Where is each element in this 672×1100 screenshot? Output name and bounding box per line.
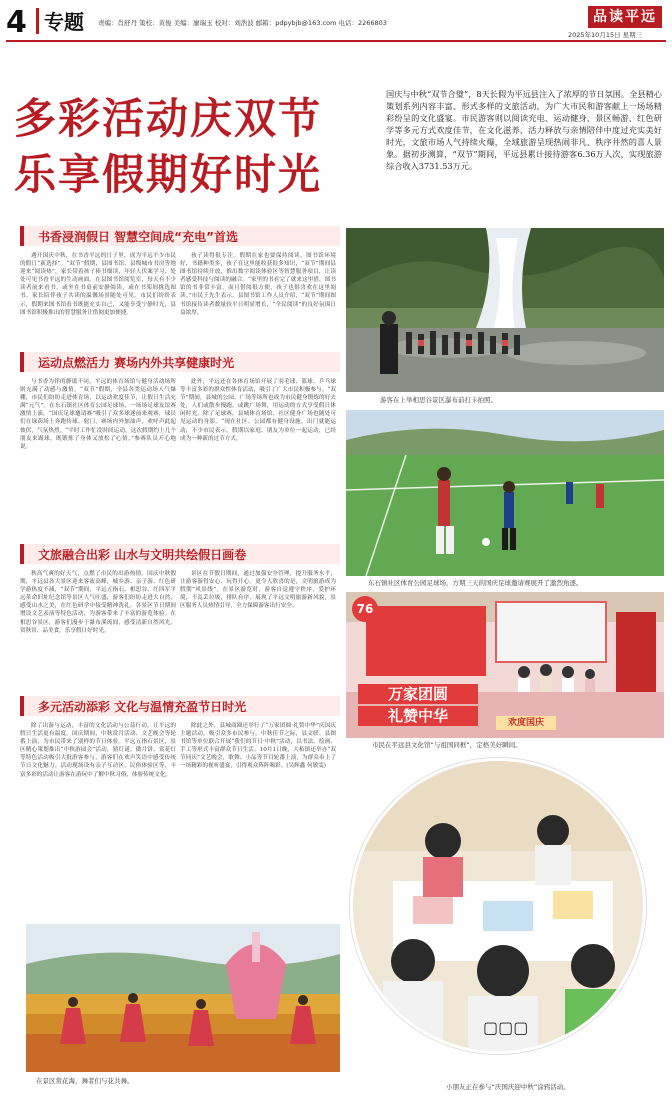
- brand-logo: 品读平远: [588, 6, 662, 28]
- section-heading: [20, 544, 340, 564]
- section-name: 专题: [44, 10, 84, 34]
- page-number: 4: [6, 5, 27, 40]
- intro-paragraph: 国庆与中秋“双节合璧”，8天长假为平远县注入了浓厚的节日氛围。全县精心策划系列内容丰富、形式多样的文旅活动，为广大市民和游客献上一场场精彩纷呈的文化盛宴。市民游客则以阅读充电、运动健身、景区畅游、红色研学等多元方式欢度佳节，在文化滋养、活力释放与亲情陪伴中度过充实美好时光，文旅市场人气持续火爆，全域旅游呈现热闹非凡、秩序井然的喜人景象。据初步测算，“双节”期间，平远县累计接待游客6.36万人次，实现旅游综合收入3731.53万元。: [386, 89, 662, 171]
- kids-painting-photo: [350, 758, 646, 1054]
- staff-credits: 责编：肖舒丹 策校：黄俊 美编：廖瑞玉 校对：刘浩波 邮箱：pdpybjb@163.com 电话：2266803: [98, 19, 387, 27]
- section-heading-text: 书香浸润假日 智慧空间成“充电”首选: [38, 230, 238, 244]
- soccer-photo: [346, 410, 664, 576]
- festival-tag: 欢度国庆: [496, 716, 556, 730]
- section-heading: [20, 352, 340, 372]
- header-divider: [36, 8, 39, 34]
- photo-caption: 小朋友正在参与“庆国庆迎中秋”涂鸦活动。: [446, 1083, 570, 1091]
- section-heading-text: 多元活动添彩 文化与温情充盈节日时光: [38, 700, 247, 714]
- photo-caption: 游客在上举相思谷景区瀑布前打卡拍照。: [380, 396, 497, 404]
- section-body: 与书香为伴的静谧不同，平远的体育场馆与健身活动场所则充满了动感与激情。“双节”假期，全县各类运动场人气爆棚，市民们纷纷走进体育场，以运动欢度佳节，让假日生活充满“元气”。在东石镇社区体育公园足球场，一场场足球友谊赛激情上演，“国庆足球邀请赛”吸引了众多球迷前来观赛，球员们在绿茵场上奔跑传球、射门，赛场内外加油声、欢呼声此起彼伏，气氛热烈。“平时工作忙没时间运动，这次假期约上几个朋友来踢球，既锻炼了身体又放松了心情。”参赛队员开心地说。: [20, 379, 176, 450]
- svg-text:▢▢▢: ▢▢▢: [483, 1018, 529, 1037]
- headline-line-1: 多彩活动庆双节: [14, 94, 323, 143]
- issue-date: 2025年10月15日 星期三: [568, 31, 643, 39]
- section-heading-text: 文旅融合出彩 山水与文明共绘假日画卷: [38, 548, 247, 562]
- photo-caption: 在景区赏花海，舞者们与花共舞。: [36, 1077, 134, 1085]
- banner-line-1: 万家团圆: [358, 684, 478, 704]
- headline-line-2: 乐享假期好时光: [14, 150, 323, 199]
- waterfall-photo: [346, 228, 664, 392]
- event-photo: [346, 592, 664, 738]
- photo-caption: 市民在平远县文化馆“与祖国同框”，定格美好瞬间。: [372, 741, 522, 749]
- section-body: 除了出游与运动，丰富的文化活动与公益行动，让平远的假日生活更有温度。国庆期间，中秋赏月活动、文艺晚会等轮番上演，为市民带来了别样的节日体验。平远五指石景区，景区精心策划推出“中秋游园会”活动，猜灯谜、做月饼、赏花灯等特色活动吸引大批游客参与，游客们在欢声笑语中感受传统节日文化魅力。活动现场设有亲子互动区、民俗体验区等，丰富多彩的活动让游客在游玩中了解中秋习俗，体验传统文化。: [20, 723, 176, 778]
- section-heading: [20, 226, 340, 246]
- section-heading-text: 运动点燃活力 赛场内外共享健康时光: [38, 356, 235, 370]
- section-body: 除此之外，县城商圈还举行了“万家团圆·礼赞中华”庆国庆主题活动，吸引众多市民参与。中秋佳节之际，县文联、县图书馆等单位联合开展“我们的节日·中秋”活动，以书法、绘画、手工等形式丰富群众节日生活。10月1日晚，大柘镇还举办“双节同庆”文艺晚会，歌舞、小品等节目轮番上演，为群众奉上了一场精彩的视听盛宴，引得观众阵阵喝彩。(吴辉鑫 何敏雯): [180, 723, 336, 770]
- banner-line-2: 礼赞中华: [358, 706, 478, 726]
- section-heading: [20, 696, 340, 716]
- section-body: 景区在节假日期间，通过加强安全管理，提升服务水平，让游客游得安心、玩得开心。更令人欣喜的是，文明旅游成为假期“风景线”。在景区游览时，游客自觉遵守秩序，爱护环境，不乱丢垃圾，排队有序，展现了平远文明旅游新风貌，景区服务人员热情引导，全力保障游客出行安全。: [180, 571, 336, 610]
- section-body: 孩子读得很专注。假期在家也要保持阅读，图书馆环境好，书籍种类多，孩子在这里能收获很多知识，“双节”期间县图书馆持续开放，推出数字阅读体验区等智慧服务项目，让读者感受科技与阅读的融合。“家里的书看完了就来这里借，图书馆的书非常丰富，而且借阅很方便，孩子也很喜欢在这里阅读。”市民王先生表示。县图书馆工作人员介绍，“双节”期间图书馆接待读者数量较平日明显增长，“全民阅读”的良好氛围日益浓厚。: [180, 253, 336, 316]
- section-body: 遇开国庆中秋，在书香平远的日子里，成为平远不少市民的假日“新选择”。“双节”假期，县图书馆、县级城市书房等地迎来“阅读热”，家长带着孩子捧书细读，年轻人伏案学习，处处可见书香平远的生动画面。在县图书馆阅览室，每天有不少读者前来看书，或坐在书桌前安静阅读，或在书架间挑选图书，家长陪伴孩子共读的温馨场景随处可见。市民们纷纷表示，假期来图书馆看书既能充实自己，又能享受宁静时光，县图书馆积极推出的智慧服务让借阅更加便捷。: [20, 253, 176, 316]
- section-body: 秋高气爽的好天气，点燃了市民的出游热情。国庆中秋假期，平远县各大景区迎来客流高峰，城乡游、亲子游、红色研学游热度不减，“双节”期间，平远五指石、相思谷、红四军平远革命旧址纪念馆等景区人气旺盛，游客们纷纷走进大自然，感受山水之美，在红色研学中接受精神洗礼。各景区节日期间增设文艺表演等特色活动，为游客带来了丰富的游览体验。在相思谷景区，游客们漫步于瀑布溪流间，感受清新自然风光，赏秋景、品美食，乐享假日好时光。: [20, 571, 176, 634]
- flower-dance-photo: [26, 924, 340, 1072]
- section-body: 此外，平远还在各体育场馆开展了羽毛球、篮球、乒乓球等丰富多彩的群众性体育活动，吸引了广大市民积极参与。“双节”期间，县城的公园、广场等场所也成为市民健身锻炼的好去处，人们或散步慢跑，或跳广场舞，用运动的方式享受假日休闲时光。除了足球赛，县城体育场馆、社区健身广场也随处可见运动的身影。“现在社区、公园都有健身设施，出门就能运动，不少市民表示，假期以家庭、朋友为单位一起运动，已经成为一种新的过节方式。: [180, 379, 336, 442]
- anniversary-badge: 76: [352, 596, 378, 622]
- photo-caption: 东石镇社区体育公园足球场，方期三天的国庆足球邀请赛展开了激烈角逐。: [368, 579, 583, 587]
- header-rule: [6, 40, 666, 42]
